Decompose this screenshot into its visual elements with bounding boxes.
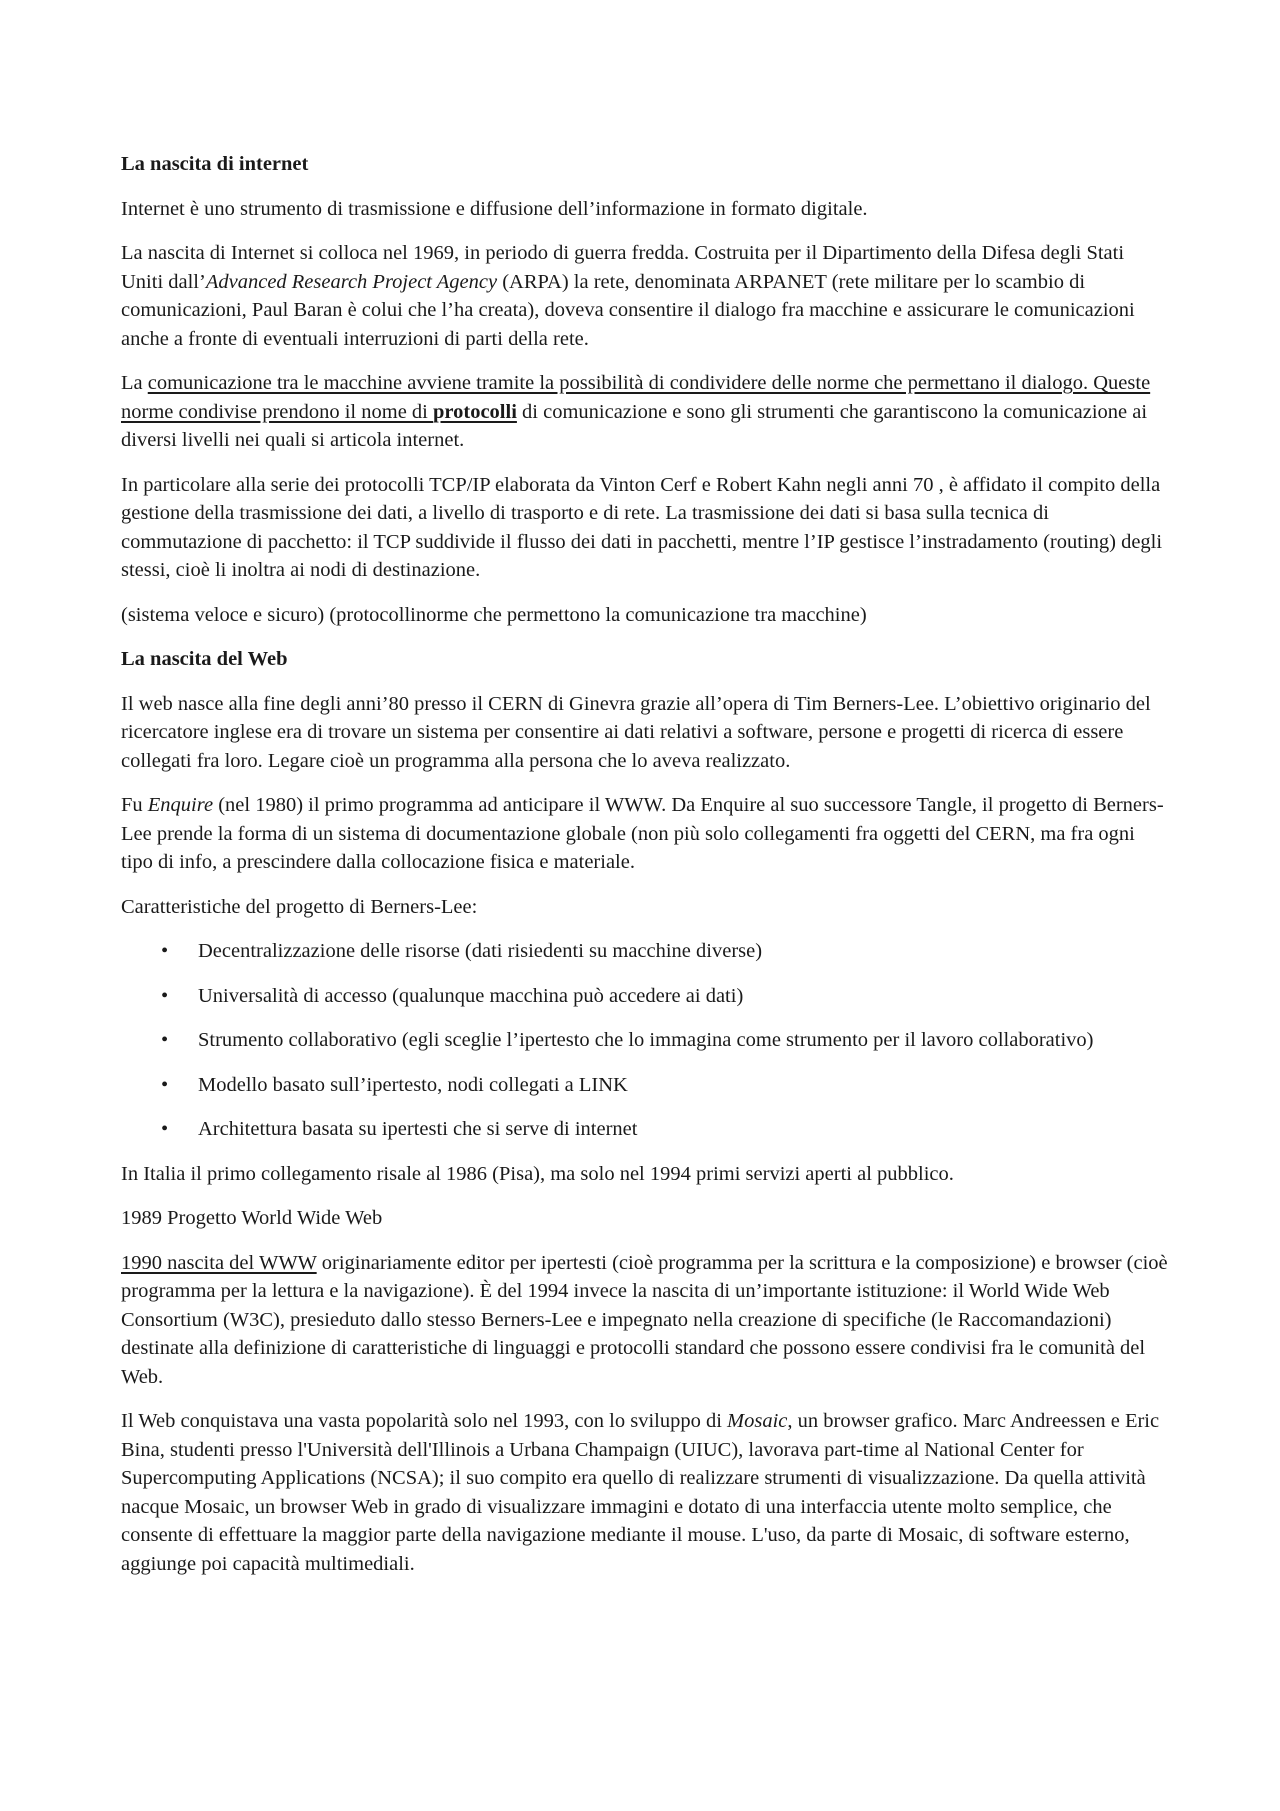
bullet-icon: • [161,940,169,962]
paragraph-arpanet [121,239,1169,353]
list-item [121,982,1169,1011]
paragraph-mosaic [121,1407,1169,1578]
underlined-text: 1990 nascita del WWW [121,1251,317,1274]
paragraph-note: (sistema veloce e sicuro) (protocollinorme che permettono la comunicazione tra macchine) [121,603,867,626]
paragraph-1989: 1989 Progetto World Wide Web [121,1207,383,1229]
text-span: Il Web conquistava una vasta popolarità solo nel 1993, con lo sviluppo di [121,1410,728,1432]
paragraph-enquire [121,791,1169,877]
list-item-text: Modello basato sull’ipertesto, nodi collegati a LINK [198,1073,628,1096]
text-span: comunicazione tra le macchine avviene tramite la possibilità di condividere delle norme che permettano il dialogo. Queste norme condivise prendono il nome di [121,372,1151,423]
list-item-text: Strumento collaborativo (egli sceglie l’ipertesto che lo immagina come strumento per il lavoro collaborativo) [198,1029,1094,1051]
bullet-icon: • [161,1073,169,1096]
italic-text: Advanced Research Project Agency [205,270,498,293]
text-span: originariamente editor per ipertesti (cioè programma per la scrittura e la composizione) e browser (cioè programma per la lettura e la navigazione). È del 1994 invece la nascita di un’importante istituzione: il World Wide Web Consortium (W3C), presieduto dallo stesso Berners-Lee e impegnato nella creazione di specifiche (le Raccomandazioni) destinate alla definizione di caratteristiche di linguaggi e protocolli standard che possono essere condivisi fra le comunità del Web. [121,1251,1168,1388]
text-span: , un browser grafico. Marc Andreessen e Eric Bina, studenti presso l'Università dell'Illinois a Urbana Champaign (UIUC), lavorava part-time al National Center for Supercomputing Applications (NCSA); il suo compito era quello di realizzare strumenti di visualizzazione. Da quella attività nacque Mosaic, un browser Web in grado di visualizzare immagini e dotato di una interfaccia utente molto semplice, che consente di effettuare la maggior parte della navigazione mediante il mouse. L'uso, da parte di Mosaic, di software esterno, aggiunge poi capacità multimediali. [121,1410,1160,1575]
list-item [121,937,1169,966]
paragraph-caratteristiche: Caratteristiche del progetto di Berners-Lee: [121,895,478,918]
list-item-text: Universalità di accesso (qualunque macchina può accedere ai dati) [198,984,744,1007]
bullet-icon: • [161,1029,169,1051]
list-item [121,1071,1169,1100]
paragraph-protocolli [121,369,1169,455]
italic-text: Enquire [147,794,214,816]
list-item-text: Decentralizzazione delle risorse (dati risiedenti su macchine diverse) [198,940,763,962]
document-body [121,150,1169,1594]
bullet-icon: • [161,984,169,1007]
bullet-icon: • [161,1118,169,1140]
heading-nascita-web: La nascita del Web [121,648,288,670]
paragraph-definition: Internet è uno strumento di trasmissione e diffusione dell’informazione in formato digitale. [121,197,868,220]
italic-text: Mosaic [727,1410,788,1432]
text-span: La [121,372,148,394]
paragraph-tcp-ip: In particolare alla serie dei protocolli TCP/IP elaborata da Vinton Cerf e Robert Kahn negli anni 70 , è affidato il compito della gestione della trasmissione dei dati, a livello di trasporto e di rete. La trasmissione dei dati si basa sulla tecnica di commutazione di pacchetto: il TCP suddivide il flusso dei dati in pacchetti, mentre l’IP gestisce l’instradamento (routing) degli stessi, cioè li inoltra ai nodi di destinazione. [121,473,1163,581]
list-item [121,1115,1169,1144]
heading-nascita-internet: La nascita di internet [121,153,309,175]
text-span: La nascita di Internet si colloca nel 1969, in periodo di guerra fredda. Costruita per il Dipartimento della Difesa degli Stati Uniti dall’ [121,242,1125,293]
paragraph-www [121,1249,1169,1392]
bold-text: protocolli [433,400,517,423]
list-item-text: Architettura basata su ipertesti che si serve di internet [198,1118,638,1140]
text-span: di comunicazione e sono gli strumenti che garantiscono la comunicazione ai diversi livelli nei quali si articola internet. [121,400,1148,451]
text-span: Fu [121,794,148,816]
list-item [121,1026,1169,1055]
text-span: (nel 1980) il primo programma ad anticipare il WWW. Da Enquire al suo successore Tangle, il progetto di Berners-Lee prende la forma di un sistema di documentazione globale (non più solo collegamenti fra oggetti del CERN, ma fra ogni tipo di info, a prescindere dalla collocazione fisica e materiale. [121,794,1164,873]
paragraph-italia: In Italia il primo collegamento risale al 1986 (Pisa), ma solo nel 1994 primi servizi aperti al pubblico. [121,1162,954,1185]
text-span: (ARPA) la rete, denominata ARPANET (rete militare per lo scambio di comunicazioni, Paul Baran è colui che l’ha creata), doveva consentire il dialogo fra macchine e assicurare le comunicazioni anche a fronte di eventuali interruzioni di parti della rete. [121,270,1135,350]
paragraph-cern: Il web nasce alla fine degli anni’80 presso il CERN di Ginevra grazie all’opera di Tim Berners-Lee. L’obiettivo originario del ricercatore inglese era di trovare un sistema per consentire ai dati relativi a software, persone e progetti di ricerca di essere collegati fra loro. Legare cioè un programma alla persona che lo aveva realizzato. [121,692,1151,772]
features-list [121,937,1169,1144]
